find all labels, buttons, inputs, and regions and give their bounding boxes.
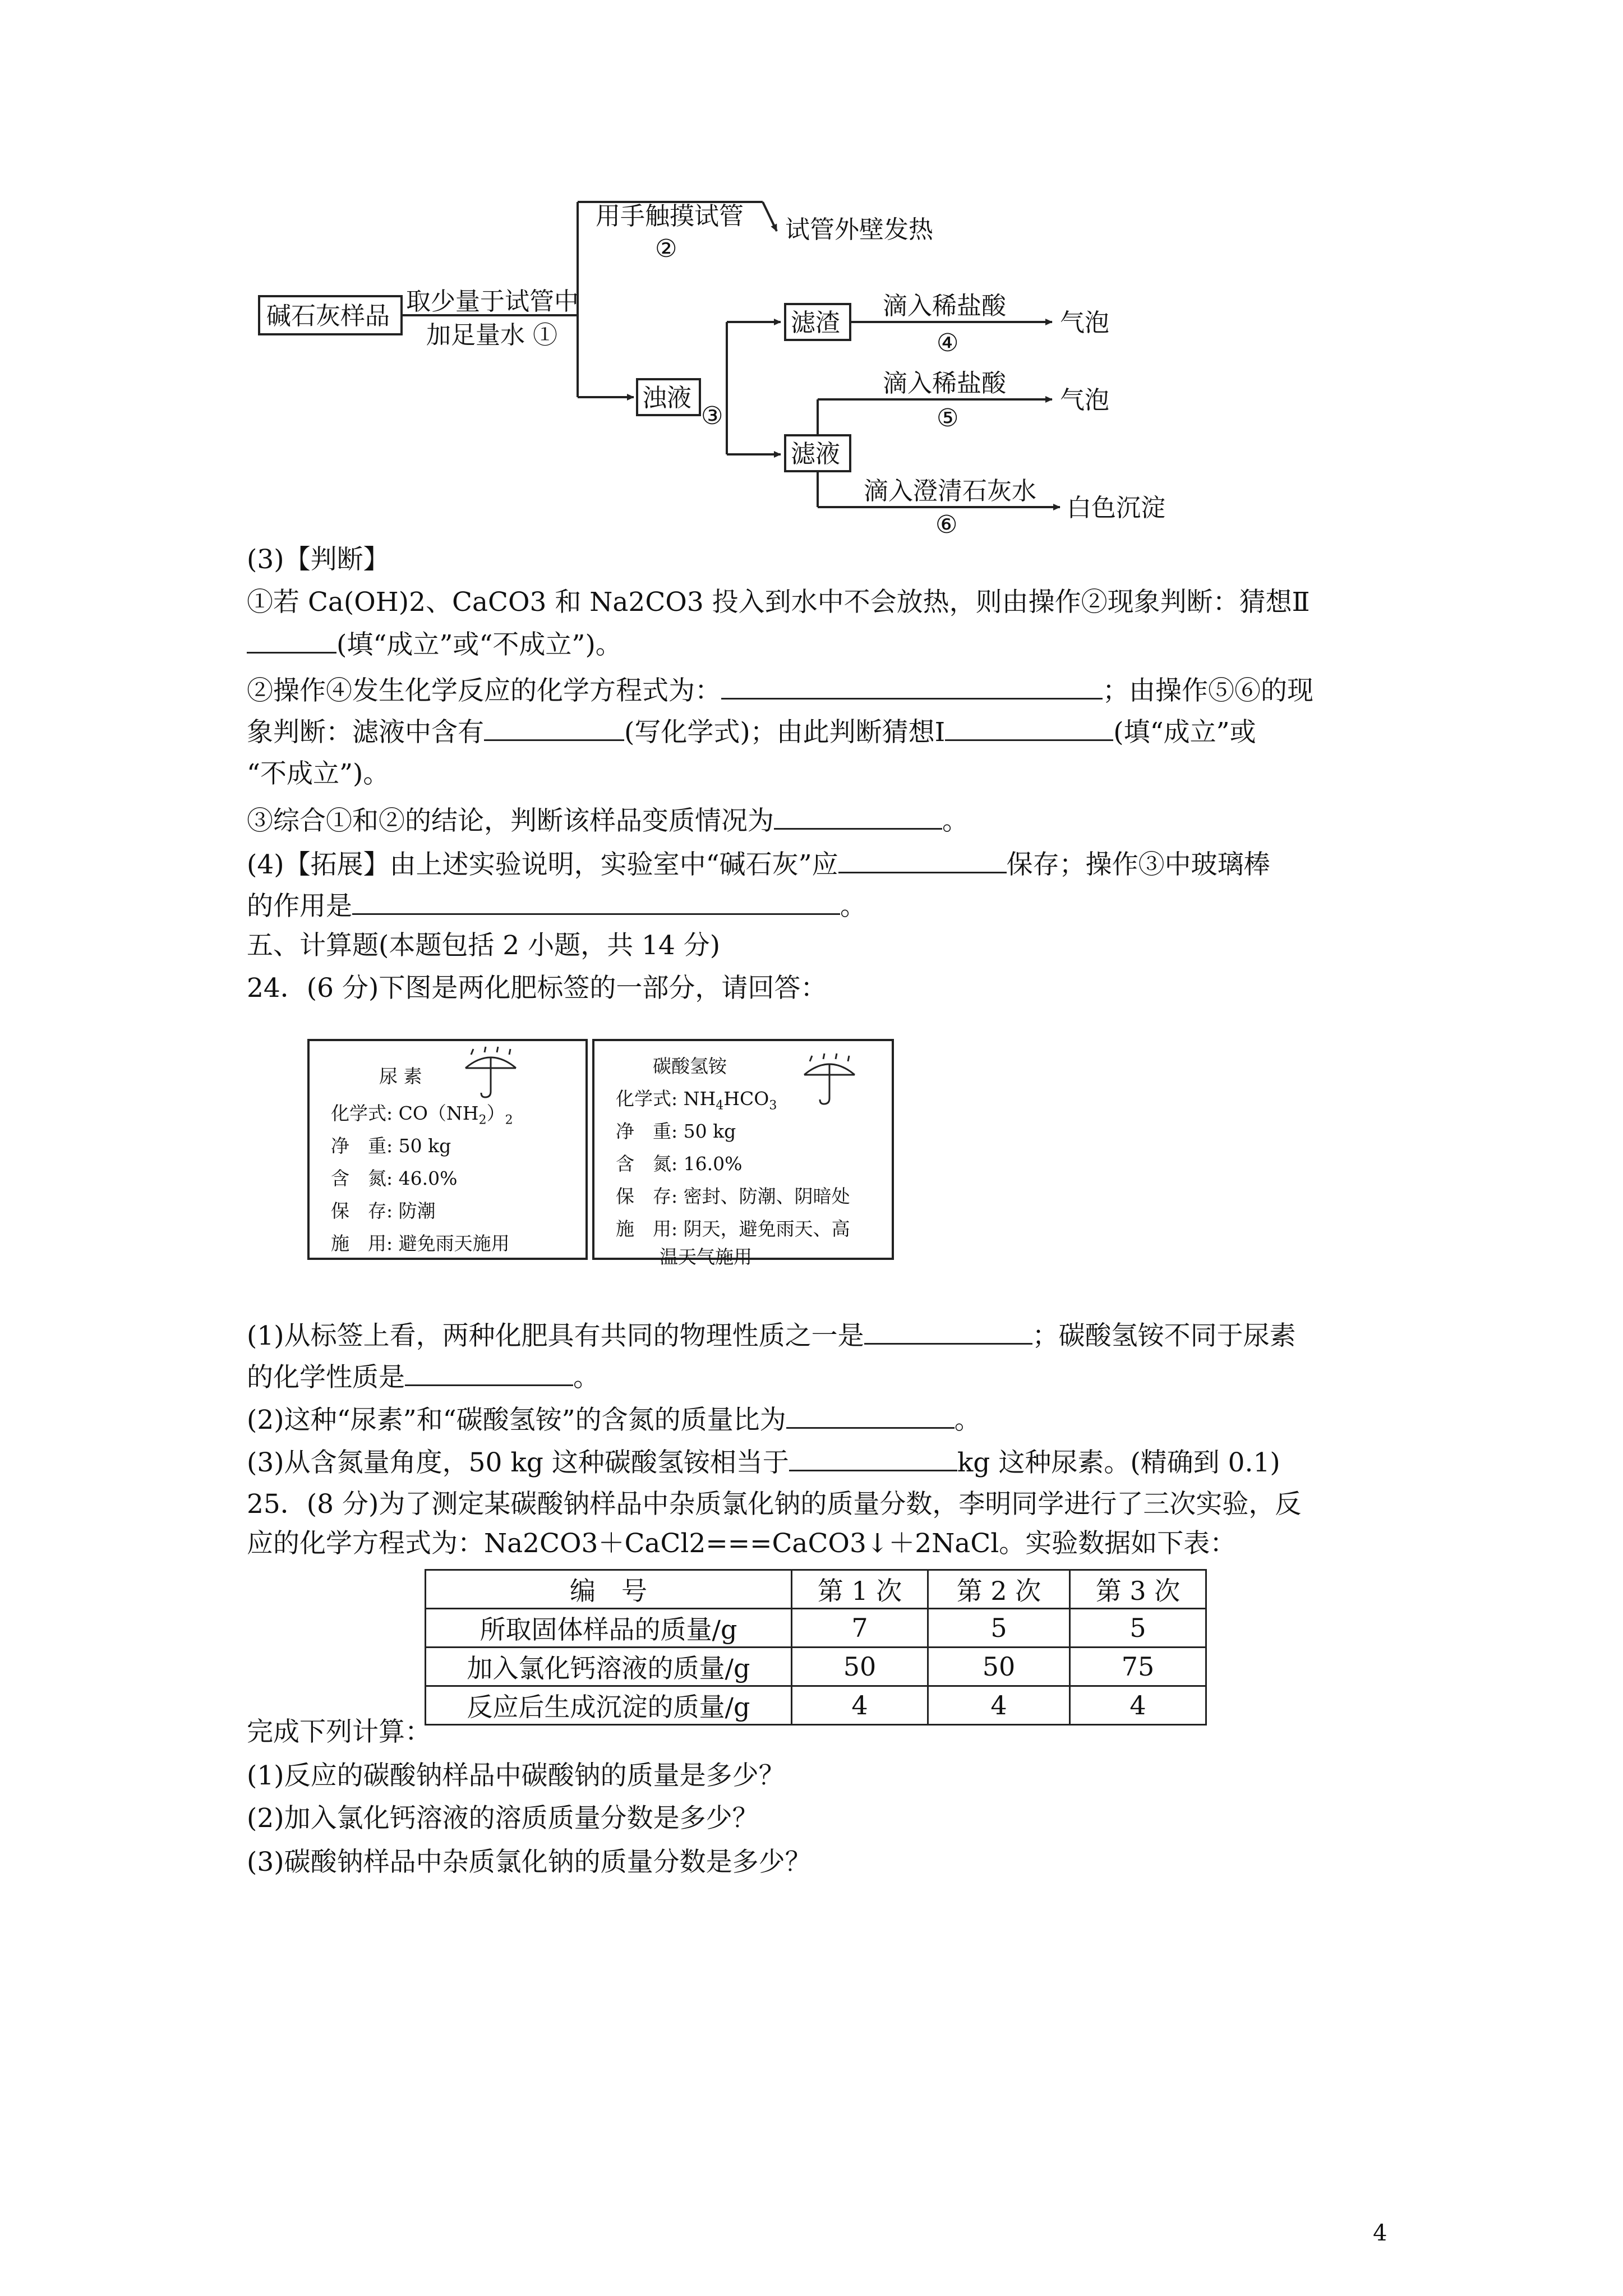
calc-question-2: (2)加入氯化钙溶液的溶质质量分数是多少？ bbox=[247, 1803, 759, 1834]
residue-result: 气泡 bbox=[1060, 309, 1109, 337]
table-cell: 4 bbox=[928, 1686, 1070, 1725]
touch-result: 试管外壁发热 bbox=[785, 215, 933, 244]
filtrate-result-2: 白色沉淀 bbox=[1067, 494, 1165, 522]
table-header: 编 号 bbox=[426, 1570, 792, 1609]
table-cell: 50 bbox=[928, 1648, 1070, 1686]
chemical-property-blank[interactable] bbox=[405, 1360, 573, 1386]
question-24: 24．(6 分)下图是两化肥标签的一部分，请回答： bbox=[247, 973, 827, 1004]
table-cell: 4 bbox=[1070, 1686, 1206, 1725]
table-cell: 反应后生成沉淀的质量/g bbox=[426, 1686, 792, 1725]
equation-blank[interactable] bbox=[721, 673, 1103, 700]
bicarbonate-label bbox=[592, 1039, 894, 1268]
bicarbonate-formula: 化学式: $NH_4HCO_3$ bbox=[616, 1088, 777, 1113]
judgement-3: ③综合①和②的结论，判断该样品变质情况为 。 bbox=[247, 803, 969, 838]
table-cell: 加入氯化钙溶液的质量/g bbox=[426, 1648, 792, 1686]
judgement-1: ①若 Ca(OH)2、CaCO3 和 Na2CO3 投入到水中不会放热，则由操作②现象判断：猜想Ⅱ bbox=[247, 587, 1310, 618]
table-header: 第 2 次 bbox=[928, 1570, 1070, 1609]
umbrella-icon bbox=[799, 1052, 860, 1108]
ratio-blank[interactable] bbox=[786, 1402, 955, 1429]
q24-1-cont: 的化学性质是 。 bbox=[247, 1360, 600, 1395]
step1-top: 取少量于试管中 bbox=[406, 287, 579, 316]
touch-action: 用手触摸试管 bbox=[596, 202, 744, 231]
bicarbonate-storage: 保 存: 密封、防潮、阴暗处 bbox=[616, 1185, 850, 1207]
question-25-cont: 应的化学方程式为：Na2CO3＋CaCl2===CaCO3↓＋2NaCl。实验数据如下表： bbox=[247, 1528, 1237, 1559]
filtrate-action-2: 滴入澄清石灰水 bbox=[864, 477, 1036, 505]
turbid-number: ③ bbox=[701, 402, 723, 430]
calc-question-3: (3)碳酸钠样品中杂质氯化钠的质量分数是多少？ bbox=[247, 1847, 811, 1878]
bicarbonate-weight: 净 重: 50 kg bbox=[616, 1120, 736, 1142]
question-25: 25．(8 分)为了测定某碳酸钠样品中杂质氯化钠的质量分数，李明同学进行了三次实验，反 bbox=[247, 1489, 1302, 1520]
judgement-2-end: “不成立”)。 bbox=[247, 758, 390, 789]
q24-2: (2)这种“尿素”和“碳酸氢铵”的含氮的质量比为 。 bbox=[247, 1402, 981, 1437]
hypothesis-blank[interactable] bbox=[945, 715, 1113, 741]
table-header: 第 1 次 bbox=[792, 1570, 928, 1609]
filtrate-result-1: 气泡 bbox=[1060, 386, 1109, 415]
step1-bottom: 加足量水 ① bbox=[426, 321, 557, 349]
table-cell: 所取固体样品的质量/g bbox=[426, 1609, 792, 1648]
table-cell: 7 bbox=[792, 1609, 928, 1648]
table-cell: 50 bbox=[792, 1648, 928, 1686]
table-header-row bbox=[426, 1570, 1206, 1609]
urea-nitrogen: 含 氮: 46.0% bbox=[331, 1167, 458, 1189]
table-header: 第 3 次 bbox=[1070, 1570, 1206, 1609]
residue-action: 滴入稀盐酸 bbox=[883, 292, 1006, 320]
filtrate-action-1: 滴入稀盐酸 bbox=[883, 369, 1006, 398]
bicarbonate-nitrogen: 含 氮: 16.0% bbox=[616, 1153, 743, 1175]
urea-usage: 施 用: 避免雨天施用 bbox=[331, 1232, 510, 1254]
calc-question-1: (1)反应的碳酸钠样品中碳酸钠的质量是多少？ bbox=[247, 1760, 785, 1791]
urea-storage: 保 存: 防潮 bbox=[331, 1200, 436, 1222]
q24-1: (1)从标签上看，两种化肥具有共同的物理性质之一是 ；碳酸氢铵不同于尿素 bbox=[247, 1318, 1296, 1353]
storage-blank[interactable] bbox=[838, 847, 1007, 873]
turbid-label: 浊液 bbox=[642, 384, 691, 412]
conclusion-blank[interactable] bbox=[774, 803, 942, 830]
formula-blank[interactable] bbox=[484, 715, 624, 741]
filtrate-number-1: ⑤ bbox=[937, 404, 959, 432]
judgement-2-cont: 象判断：滤液中含有 (写化学式)；由此判断猜想Ⅰ (填“成立”或 bbox=[247, 715, 1256, 749]
filtrate-label: 滤液 bbox=[791, 440, 840, 468]
table-row bbox=[426, 1609, 1206, 1648]
table-cell: 5 bbox=[928, 1609, 1070, 1648]
extension-cont: 的作用是 。 bbox=[247, 889, 866, 923]
residue-label: 滤渣 bbox=[791, 309, 840, 337]
urea-label bbox=[307, 1039, 588, 1260]
touch-number: ② bbox=[655, 234, 677, 263]
judgement-2: ②操作④发生化学反应的化学方程式为： ；由操作⑤⑥的现 bbox=[247, 673, 1313, 708]
table-row bbox=[426, 1648, 1206, 1686]
table-cell: 75 bbox=[1070, 1648, 1206, 1686]
urea-weight: 净 重: 50 kg bbox=[331, 1135, 451, 1157]
table-cell: 4 bbox=[792, 1686, 928, 1725]
instructions: 完成下列计算： bbox=[247, 1717, 431, 1747]
table-cell: 5 bbox=[1070, 1609, 1206, 1648]
bicarbonate-usage-2: 温天气施用 bbox=[660, 1246, 752, 1268]
table-row bbox=[426, 1686, 1206, 1725]
glass-rod-blank[interactable] bbox=[352, 889, 840, 915]
urea-mass-blank[interactable] bbox=[789, 1445, 957, 1471]
page-number: 4 bbox=[1373, 2220, 1387, 2246]
section-five-title: 五、计算题(本题包括 2 小题，共 14 分) bbox=[247, 930, 721, 961]
urea-name: 尿 素 bbox=[379, 1065, 422, 1087]
physical-property-blank[interactable] bbox=[864, 1318, 1032, 1345]
bicarbonate-name: 碳酸氢铵 bbox=[653, 1055, 727, 1077]
extension: (4)【拓展】由上述实验说明，实验室中“碱石灰”应 保存；操作③中玻璃棒 bbox=[247, 847, 1270, 882]
section-judgement: (3)【判断】 bbox=[247, 544, 390, 575]
umbrella-icon bbox=[460, 1046, 522, 1102]
urea-formula: 化学式: $CO(NH_2)_2$ bbox=[331, 1102, 513, 1128]
experiment-flowchart bbox=[0, 0, 1623, 539]
answer-blank[interactable] bbox=[247, 627, 336, 654]
sample-label: 碱石灰样品 bbox=[266, 302, 390, 330]
filtrate-number-2: ⑥ bbox=[935, 510, 958, 539]
residue-number: ④ bbox=[937, 329, 959, 357]
bicarbonate-usage-1: 施 用: 阴天，避免雨天、高 bbox=[616, 1218, 850, 1240]
q24-3: (3)从含氮量角度，50 kg 这种碳酸氢铵相当于 kg 这种尿素。(精确到 0.1) bbox=[247, 1445, 1280, 1480]
judgement-1-cont: (填“成立”或“不成立”)。 bbox=[247, 627, 622, 662]
experiment-data-table bbox=[425, 1569, 1207, 1726]
